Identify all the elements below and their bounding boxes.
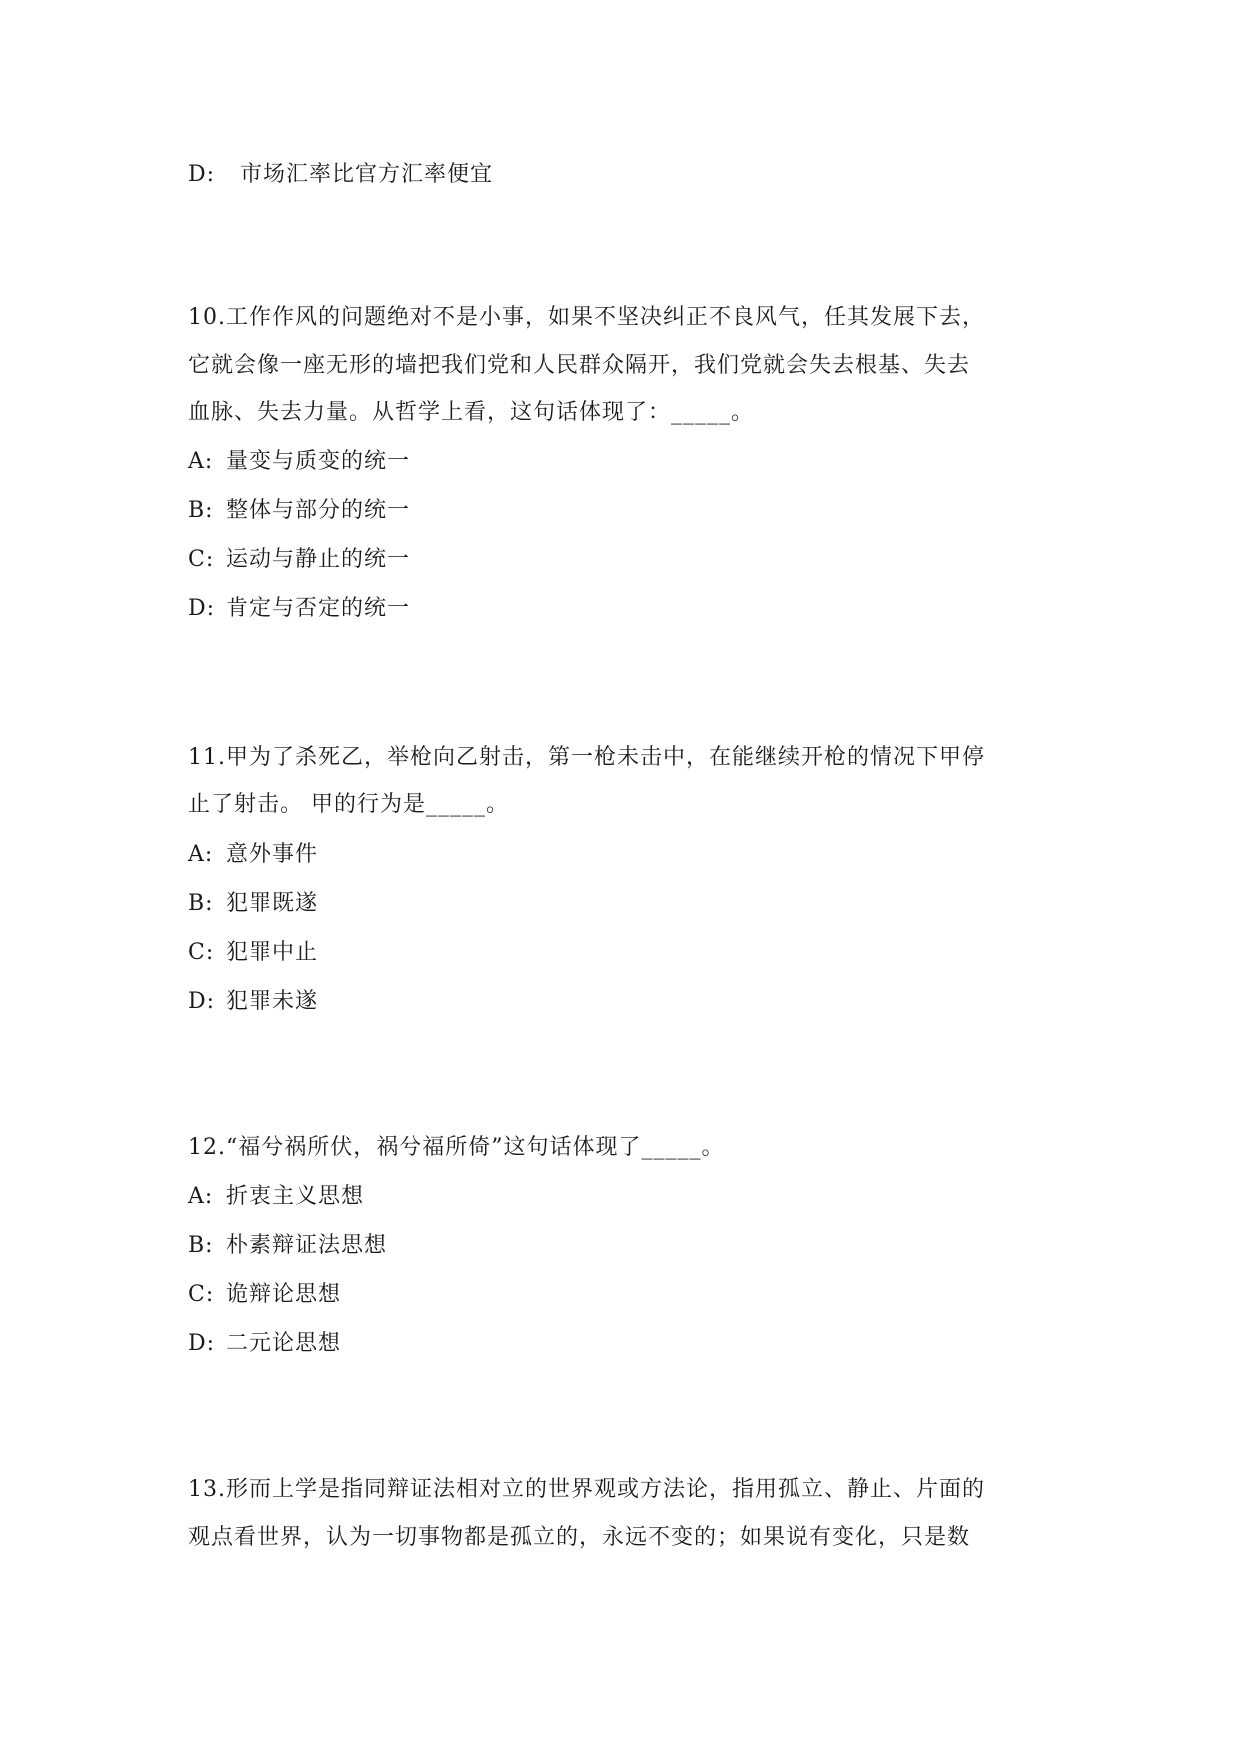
- option-key: D:: [188, 1331, 216, 1356]
- option-text: 朴素辩证法思想: [226, 1233, 388, 1258]
- question-text-line: 它就会像一座无形的墙把我们党和人民群众隔开，我们党就会失去根基、失去: [188, 353, 971, 378]
- option-key: A:: [188, 449, 214, 474]
- option-a: [188, 840, 318, 870]
- option-text: 意外事件: [226, 842, 319, 867]
- option-text: 犯罪未遂: [226, 989, 319, 1014]
- option-key: B:: [188, 1233, 214, 1258]
- option-c: [188, 938, 318, 968]
- option-key: C:: [188, 547, 215, 572]
- option-text: 折衷主义思想: [226, 1184, 365, 1209]
- question-text-line: 11.甲为了杀死乙，举枪向乙射击，第一枪未击中，在能继续开枪的情况下甲停: [188, 745, 985, 770]
- option-text: 诡辩论思想: [226, 1282, 342, 1307]
- question-text-line: 12.“福兮祸所伏，祸兮福所倚”这句话体现了_____。: [188, 1135, 725, 1160]
- question-text-line: 血脉、失去力量。从哲学上看，这句话体现了：_____。: [188, 400, 755, 425]
- option-key: D:: [188, 596, 216, 621]
- option-text: 犯罪中止: [226, 940, 319, 965]
- prev-option-d: [188, 160, 493, 190]
- option-key: C:: [188, 1282, 215, 1307]
- option-a: [188, 1182, 364, 1212]
- option-b: [188, 889, 318, 919]
- question-text-line: 止了射击。 甲的行为是_____。: [188, 792, 509, 817]
- option-text: 运动与静止的统一: [226, 547, 411, 572]
- option-text: 肯定与否定的统一: [226, 596, 411, 621]
- question-text-line: 13.形而上学是指同辩证法相对立的世界观或方法论，指用孤立、静止、片面的: [188, 1477, 985, 1502]
- option-c: [188, 1280, 341, 1310]
- option-key: A:: [188, 842, 214, 867]
- option-b: [188, 496, 410, 526]
- question-text-line: 10.工作作风的问题绝对不是小事，如果不坚决纠正不良风气，任其发展下去，: [188, 305, 985, 330]
- option-text: 整体与部分的统一: [226, 498, 411, 523]
- option-text: 量变与质变的统一: [226, 449, 411, 474]
- option-text: 犯罪既遂: [226, 891, 319, 916]
- option-key: B:: [188, 498, 214, 523]
- option-key: D:: [188, 162, 216, 187]
- option-c: [188, 545, 410, 575]
- option-b: [188, 1231, 387, 1261]
- option-a: [188, 447, 410, 477]
- option-d: [188, 1329, 341, 1359]
- option-key: C:: [188, 940, 215, 965]
- option-d: [188, 987, 318, 1017]
- option-d: [188, 594, 410, 624]
- option-key: A:: [188, 1184, 214, 1209]
- option-key: B:: [188, 891, 214, 916]
- option-text: 市场汇率比官方汇率便宜: [240, 162, 494, 187]
- option-key: D:: [188, 989, 216, 1014]
- question-text-line: 观点看世界，认为一切事物都是孤立的，永远不变的；如果说有变化，只是数: [188, 1525, 971, 1550]
- option-text: 二元论思想: [226, 1331, 342, 1356]
